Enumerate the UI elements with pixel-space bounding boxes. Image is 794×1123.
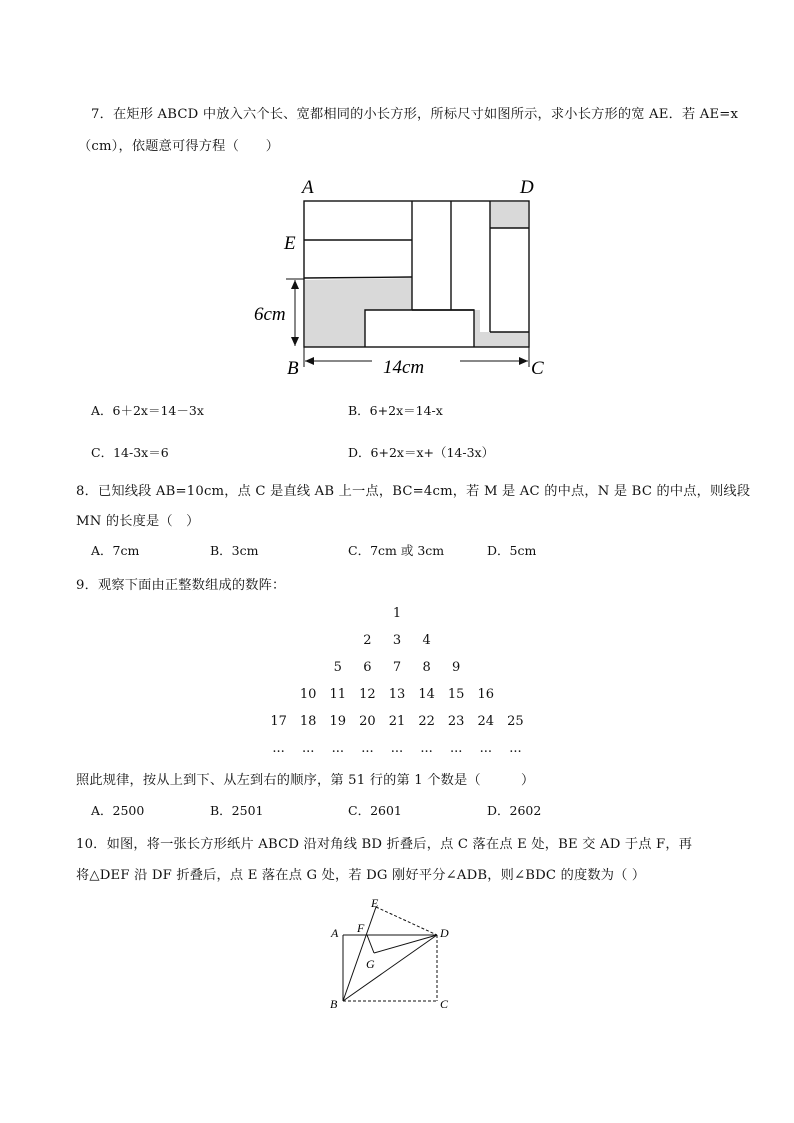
q10-label-c: C [440,997,449,1011]
q10-folding-figure [325,893,465,1018]
q9-option-b[interactable]: B．2501 [210,803,264,818]
q9-array-cell: 20 [359,714,376,729]
q9-array-cell: 24 [477,714,495,729]
q10-label-g: G [366,957,375,971]
q9-array-cell: 4 [422,633,431,648]
q9-array-cell: 9 [452,660,461,675]
q9-array-cell: 2 [363,633,372,648]
q8-option-c[interactable]: C．7cm 或 3cm [348,543,445,558]
q9-array-cell: 11 [329,687,347,702]
q8-option-d[interactable]: D．5cm [487,543,537,558]
q9-array-cell: 13 [388,687,406,702]
q8-option-b[interactable]: B．3cm [210,543,259,558]
q9-array-cell: 3 [392,633,402,648]
q9-array-cell: ... [420,741,433,756]
q7-option-a[interactable]: A．6＋2x＝14－3x [91,403,204,418]
q9-array-cell: 25 [507,714,524,729]
q7-label-a: A [302,177,314,198]
q9-array-cell: 6 [363,660,372,675]
q9-array-cell: ... [509,741,522,756]
q9-array-cell: ... [331,741,344,756]
q9-array-cell: 14 [418,687,435,702]
q9-stem-line1: 9．观察下面由正整数组成的数阵： [76,578,286,593]
q7-label-d: D [520,177,534,198]
q9-array-cell: 15 [447,687,465,702]
q7-label-e: E [284,233,296,254]
q9-array-cell: ... [361,741,374,756]
q10-label-e: E [371,896,379,910]
q7-label-c: C [531,358,544,379]
q9-array-cell: ... [272,741,285,756]
q9-array-cell: 18 [299,714,317,729]
q9-array-cell: 10 [299,687,317,702]
q7-option-b[interactable]: B．6+2x＝14-x [348,403,443,418]
q7-option-d[interactable]: D．6+2x＝x+（14-3x） [348,445,495,460]
q9-array-cell: ... [449,741,463,756]
q7-stem-line2: （cm），依题意可得方程（ ） [78,139,280,154]
q9-array-cell: 17 [270,714,287,729]
q9-option-c[interactable]: C．2601 [348,803,402,818]
q9-array-cell: 8 [422,660,431,675]
q8-stem-line1: 8．已知线段 AB=10cm，点 C 是直线 AB 上一点，BC=4cm，若 M 是 AC 的中点，N 是 BC 的中点，则线段 [76,484,751,499]
q9-array-cell: 21 [388,714,406,729]
q9-array-cell: ... [301,741,315,756]
q9-array-cell: 5 [333,660,342,675]
q9-array-cell: 12 [359,687,376,702]
q10-label-b: B [330,997,338,1011]
q9-array-cell: 23 [447,714,465,729]
q9-array-cell: ... [390,741,404,756]
q9-array-cell: ... [479,741,492,756]
q10-label-a: A [331,926,339,940]
q9-array-cell: 22 [418,714,435,729]
q8-option-a[interactable]: A．7cm [91,543,140,558]
q10-label-d: D [440,926,449,940]
q10-label-f: F [357,921,365,935]
q9-option-d[interactable]: D．2602 [487,803,542,818]
q7-width-label: 14cm [383,357,425,378]
q9-array-cell: 7 [392,660,402,675]
q7-height-label: 6cm [254,304,286,325]
q9-array-cell: 19 [329,714,347,729]
q9-option-a[interactable]: A．2500 [91,803,145,818]
q7-stem-line1: 7．在矩形 ABCD 中放入六个长、宽都相同的小长方形，所标尺寸如图所示，求小长方形的宽 AE．若 AE=x [91,107,739,122]
q10-stem-line1: 10．如图，将一张长方形纸片 ABCD 沿对角线 BD 折叠后，点 C 落在点 E 处，BE 交 AD 于点 F，再 [76,837,693,852]
q7-option-c[interactable]: C．14-3x＝6 [91,445,169,460]
q8-stem-line2: MN 的长度是（ ） [76,514,200,529]
q9-array-cell: 16 [477,687,495,702]
q9-stem-line2: 照此规律，按从上到下、从左到右的顺序，第 51 行的第 1 个数是（ ） [76,773,535,788]
q7-rectangle-figure [250,172,560,382]
q7-label-b: B [287,358,299,379]
q9-array-cell: 1 [392,606,402,621]
q10-stem-line2: 将△DEF 沿 DF 折叠后，点 E 落在点 G 处，若 DG 刚好平分∠ADB，则∠BDC 的度数为（ ） [76,868,646,883]
